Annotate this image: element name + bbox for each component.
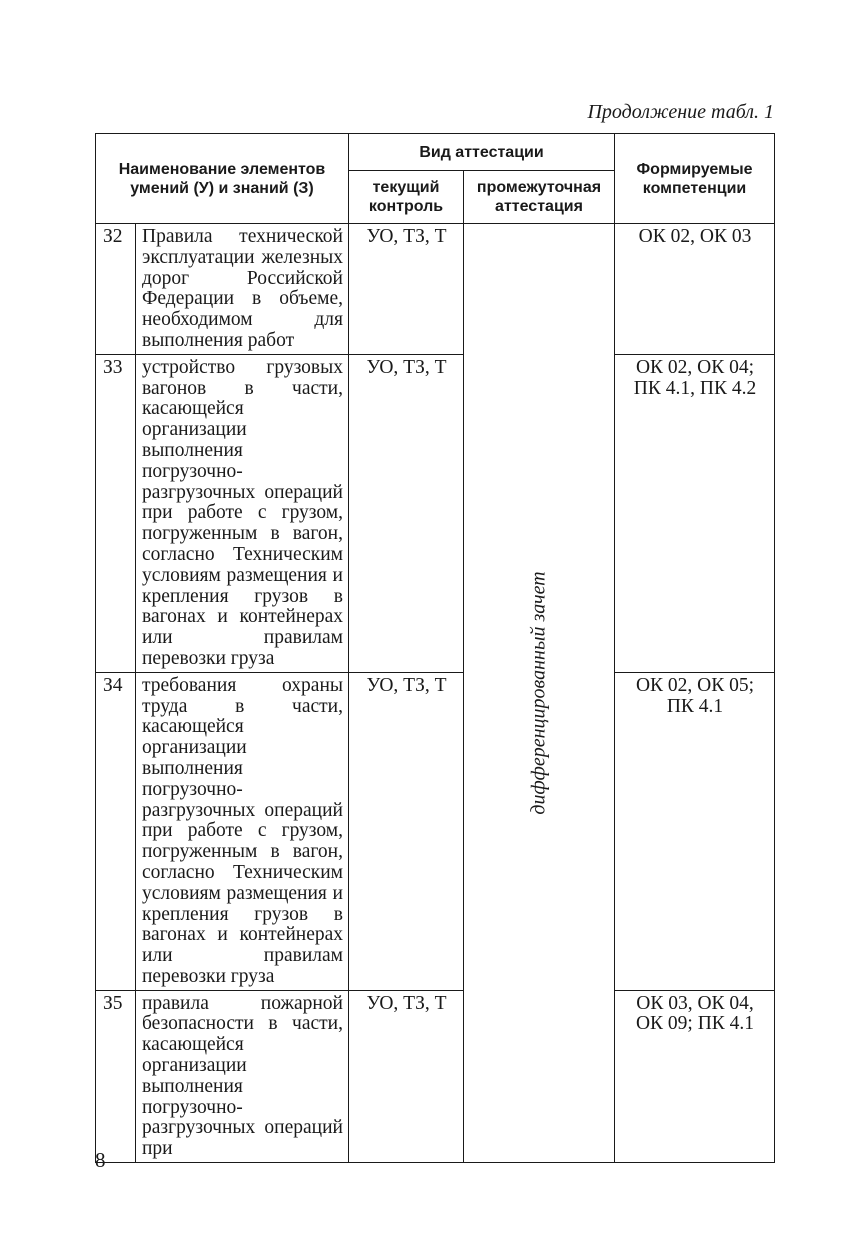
row-description: устройство грузовых вагонов в части, касающейся организации выполнения погрузочно-разгрузочных операций при работе с грузом, погруженным в вагон, согласно Техническим условиям размещения и крепления грузов в вагонах и контейнерах или правилам перевозки груза <box>136 354 349 672</box>
header-attestation-type: Вид аттестации <box>349 134 615 171</box>
table-row <box>96 990 775 1162</box>
row-control: УО, ТЗ, Т <box>349 990 464 1162</box>
row-code: З3 <box>96 354 136 672</box>
intermediate-attestation-value: дифференцированный зачет <box>527 571 550 815</box>
intermediate-attestation-cell <box>464 224 615 1163</box>
row-control: УО, ТЗ, Т <box>349 354 464 672</box>
page-number: 8 <box>95 1148 106 1172</box>
table-row <box>96 354 775 672</box>
row-competences: ОК 03, ОК 04, ОК 09; ПК 4.1 <box>615 990 775 1162</box>
header-elements: Наименование элементов умений (У) и знаний (З) <box>96 134 349 224</box>
header-current-control: текущий контроль <box>349 171 464 224</box>
header-competences: Формируемые компетенции <box>615 134 775 224</box>
row-description: Правила технической эксплуатации железных дорог Российской Федерации в объеме, необходимом для выполнения работ <box>136 224 349 355</box>
table-row <box>96 672 775 990</box>
row-competences: ОК 02, ОК 03 <box>615 224 775 355</box>
row-competences: ОК 02, ОК 04; ПК 4.1, ПК 4.2 <box>615 354 775 672</box>
row-competences: ОК 02, ОК 05; ПК 4.1 <box>615 672 775 990</box>
header-intermediate: промежуточная аттестация <box>464 171 615 224</box>
row-description: требования охраны труда в части, касающейся организации выполнения погрузочно-разгрузочных операций при работе с грузом, погруженным в вагон, согласно Техническим условиям размещения и крепления грузов в вагонах и контейнерах или правилам перевозки груза <box>136 672 349 990</box>
table-row <box>96 224 775 355</box>
row-code: З4 <box>96 672 136 990</box>
table-continuation-caption: Продолжение табл. 1 <box>587 101 774 123</box>
row-code: З2 <box>96 224 136 355</box>
row-code: З5 <box>96 990 136 1162</box>
row-control: УО, ТЗ, Т <box>349 672 464 990</box>
row-description: правила пожарной безопасности в части, касающейся организации выполнения погрузочно-разгрузочных операций при <box>136 990 349 1162</box>
competence-table <box>95 133 775 1163</box>
row-control: УО, ТЗ, Т <box>349 224 464 355</box>
